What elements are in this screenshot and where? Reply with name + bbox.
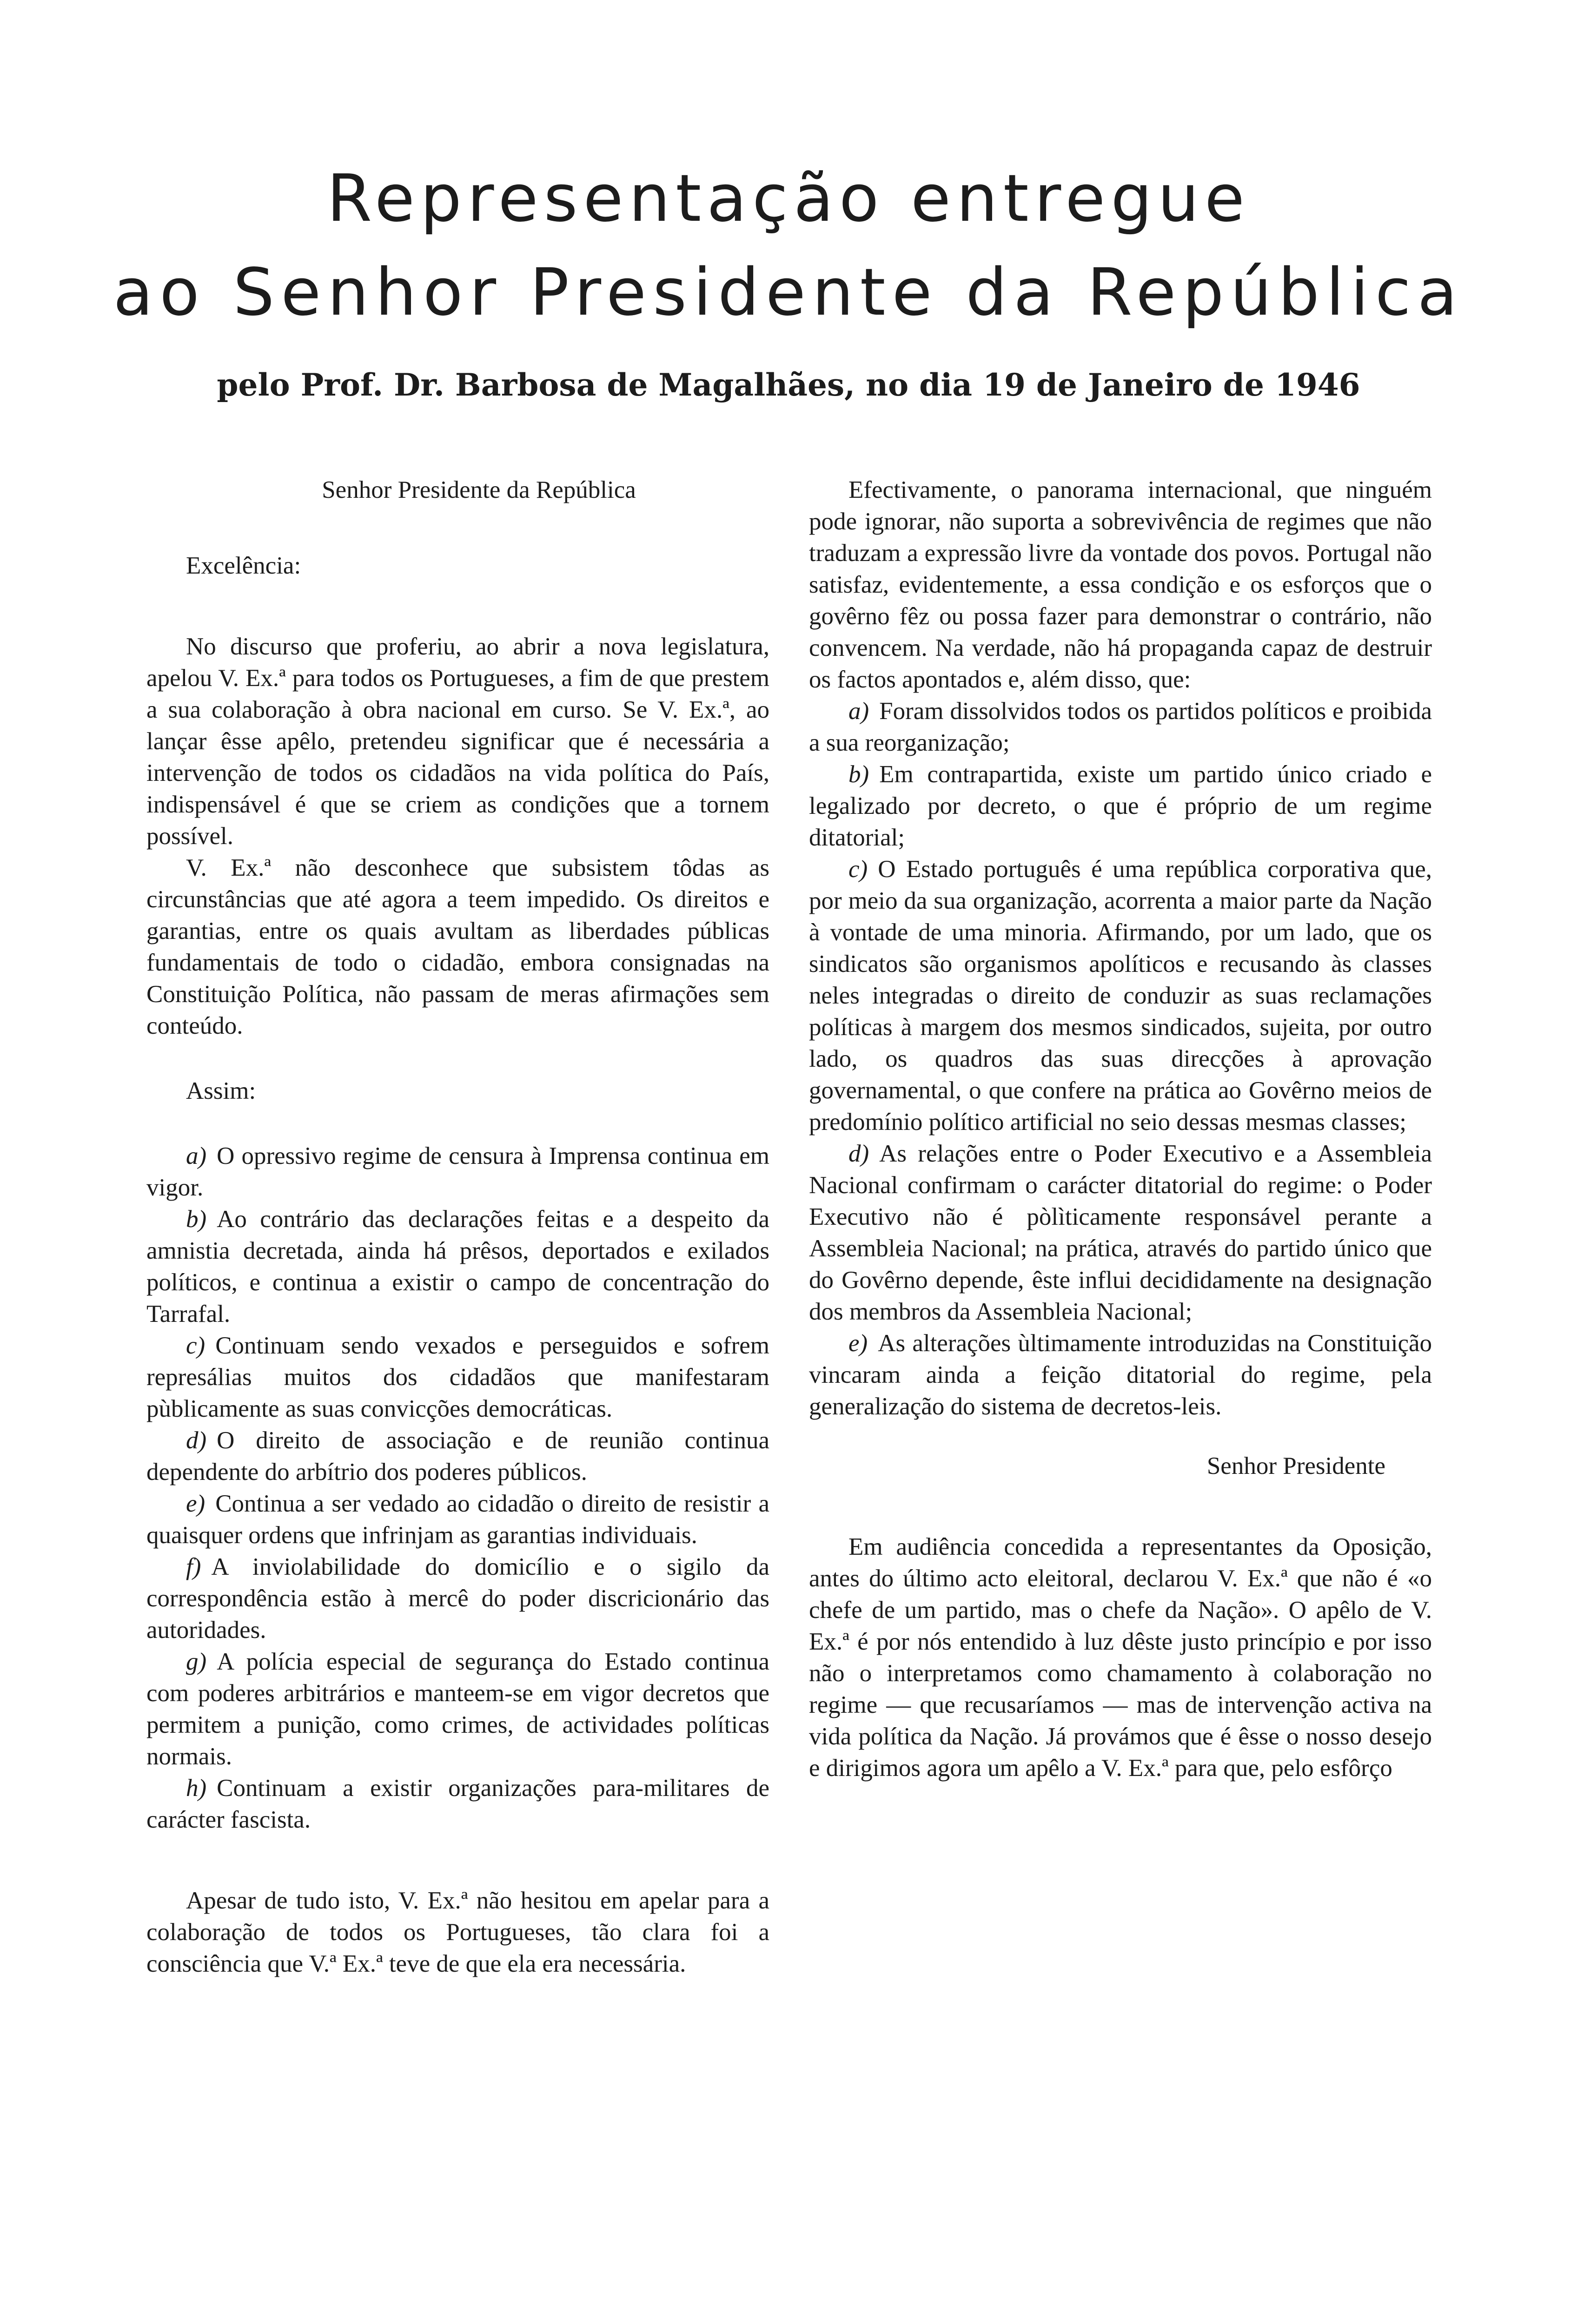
list-item [809, 759, 1432, 853]
item-marker: a) [186, 1142, 207, 1169]
list-item [146, 1772, 769, 1835]
left-paragraph-2: V. Ex.ª não desconhece que subsistem tôdas as circunstâncias que até agora a teem impedido. Os direitos e garantias, entre os quais avultam as liberdades públicas fundamentais de todo o cidadão, embora consignadas na Constituição Política, não passam de meras afirmações sem conteúdo. [146, 854, 769, 1039]
item-text: Continuam sendo vexados e perseguidos e sofrem represálias muitos dos cidadãos que manifestaram pùblicamente as suas convicções democráticas. [146, 1332, 769, 1422]
list-item [146, 1551, 769, 1646]
item-text: A polícia especial de segurança do Estado continua com poderes arbitrários e manteem-se em vigor decretos que permitem a punição, como crimes, de actividades políticas normais. [146, 1648, 769, 1770]
item-marker: c) [186, 1332, 205, 1359]
item-text: Continuam a existir organizações para-militares de carácter fascista. [146, 1775, 769, 1833]
left-column [146, 474, 769, 1980]
item-text: O Estado português é uma república corporativa que, por meio da sua organização, acorrenta a maior parte da Nação à vontade de uma minoria. Afirmando, por um lado, que os sindicatos são organismos apolíticos e recusando às classes neles integradas o direito de conduzir as suas reclamações políticas à margem dos mesmos sindicados, sujeita, por outro lado, os quadros das suas direcções à aprovação governamental, o que confere na prática ao Govêrno meios de predomínio político artificial no seio dessas mesmas classes; [809, 856, 1432, 1136]
right-column [809, 474, 1432, 1784]
item-marker: e) [186, 1490, 205, 1517]
item-marker: d) [848, 1140, 869, 1167]
list-item [146, 1646, 769, 1772]
right-paragraph-1: Efectivamente, o panorama internacional, que ninguém pode ignorar, não suporta a sobrevivência de regimes que não traduzam a expressão livre da vontade dos povos. Portugal não satisfaz, evidentemente, a essa condição e os esforços que o govêrno fêz ou possa fazer para demonstrar o contrário, não convencem. Na verdade, não há propaganda capaz de destruir os factos apontados e, além disso, que: [809, 476, 1432, 693]
item-text: O direito de associação e de reunião continua dependente do arbítrio dos poderes públicos. [146, 1427, 769, 1486]
right-heading: Senhor Presidente [1206, 1452, 1385, 1479]
item-marker: e) [848, 1330, 868, 1357]
list-item [146, 1488, 769, 1551]
item-text: O opressivo regime de censura à Imprensa continua em vigor. [146, 1142, 769, 1201]
list-item [809, 695, 1432, 759]
left-heading: Senhor Presidente da República [322, 476, 636, 503]
list-item [146, 1140, 769, 1203]
item-marker: d) [186, 1427, 207, 1454]
item-text: Em contrapartida, existe um partido único criado e legalizado por decreto, o que é próprio de um regime ditatorial; [809, 761, 1432, 851]
list-item [809, 1327, 1432, 1422]
item-marker: g) [186, 1648, 207, 1675]
item-text: Continua a ser vedado ao cidadão o direito de resistir a quaisquer ordens que infrinjam as garantias individuais. [146, 1490, 769, 1549]
item-text: Foram dissolvidos todos os partidos políticos e proibida a sua reorganização; [809, 698, 1432, 756]
document-subtitle: pelo Prof. Dr. Barbosa de Magalhães, no dia 19 de Janeiro de 1946 [217, 367, 1360, 403]
item-marker: b) [848, 761, 869, 788]
item-marker: c) [848, 856, 868, 883]
right-paragraph-2: Em audiência concedida a representantes da Oposição, antes do último acto eleitoral, declarou V. Ex.ª que não é «o chefe de um partido, mas o chefe da Nação». O apêlo de V. Ex.ª é por nós entendido à luz dêste justo princípio e por isso não o interpretamos como chamamento à colaboração no regime — que recusaríamos — mas de intervenção activa na vida política da Nação. Já provámos que é êsse o nosso desejo e dirigimos agora um apêlo a V. Ex.ª para que, pelo esfôrço [809, 1533, 1432, 1782]
assim-label: Assim: [186, 1077, 256, 1104]
item-marker: f) [186, 1553, 201, 1580]
item-text: As relações entre o Poder Executivo e a Assembleia Nacional confirmam o carácter ditatorial do regime: o Poder Executivo não é pòlìticamente responsável perante a Assembleia Nacional; na prática, através do partido único que do Govêrno depende, êste influi decididamente na designação dos membros da Assembleia Nacional; [809, 1140, 1432, 1325]
item-text: Ao contrário das declarações feitas e a despeito da amnistia decretada, ainda há prêsos, deportados e exilados políticos, e continua a existir o campo de concentração do Tarrafal. [146, 1206, 769, 1327]
left-closing-paragraph: Apesar de tudo isto, V. Ex.ª não hesitou em apelar para a colaboração de todos os Portugueses, tão clara foi a consciência que V.ª Ex.ª teve de que ela era necessária. [146, 1887, 769, 1977]
item-text: A inviolabilidade do domicílio e o sigilo da correspondência estão à mercê do poder discricionário das autoridades. [146, 1553, 769, 1644]
document-title-line-2: ao Senhor Presidente da República [113, 255, 1464, 330]
item-marker: b) [186, 1206, 207, 1233]
list-item [809, 1138, 1432, 1327]
list-item [809, 853, 1432, 1138]
salutation: Excelência: [186, 552, 301, 579]
list-item [146, 1203, 769, 1330]
item-marker: h) [186, 1775, 207, 1802]
list-item [146, 1425, 769, 1488]
item-marker: a) [848, 698, 869, 725]
list-item [146, 1330, 769, 1425]
item-text: As alterações ùltimamente introduzidas na Constituição vincaram ainda a feição ditatorial do regime, pela generalização do sistema de decretos-leis. [809, 1330, 1432, 1420]
document-title-line-1: Representação entregue [326, 161, 1251, 237]
left-item-list [146, 1140, 769, 1835]
right-item-list [809, 695, 1432, 1422]
left-paragraph-1: No discurso que proferiu, ao abrir a nova legislatura, apelou V. Ex.ª para todos os Portugueses, a fim de que prestem a sua colaboração à obra nacional em curso. Se V. Ex.ª, ao lançar êsse apêlo, pretendeu significar que é necessária a intervenção de todos os cidadãos na vida política do País, indispensável é que se criem as condições que a tornem possível. [146, 633, 769, 850]
